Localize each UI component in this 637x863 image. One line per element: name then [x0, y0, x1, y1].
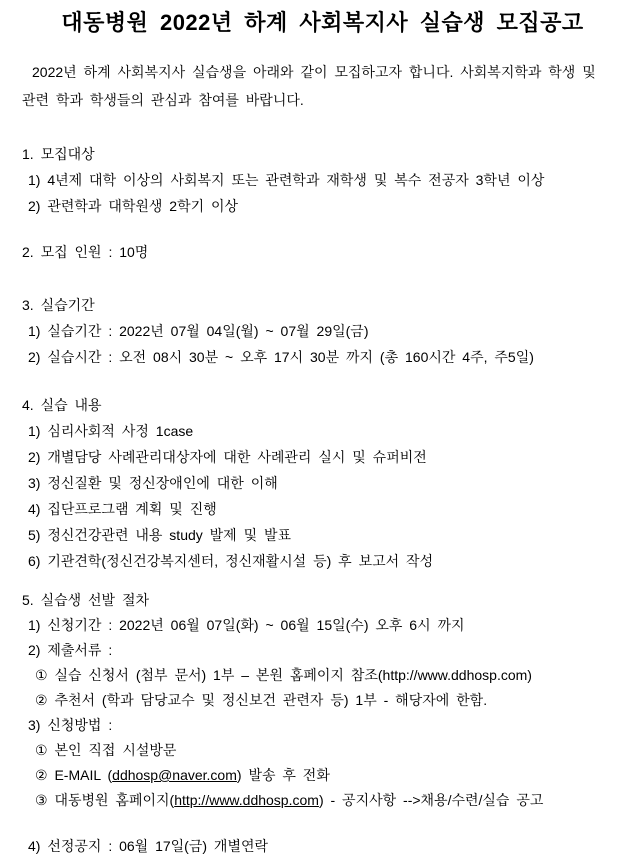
- section-practice-content: [22, 392, 623, 574]
- section-recruit-count: [22, 239, 623, 265]
- list-item-apply-period: 1) 신청기간 : 2022년 06월 07일(화) ~ 06월 15일(수) 오후 6시 까지: [28, 617, 465, 633]
- list-item: 2) 관련학과 대학원생 2학기 이상: [28, 198, 239, 214]
- list-item-document-2: ② 추천서 (학과 담당교수 및 정신보건 관련자 등) 1부 - 해당자에 한함.: [35, 692, 488, 708]
- homepage-link[interactable]: http://www.ddhosp.com: [174, 792, 319, 808]
- list-item: 1) 4년제 대학 이상의 사회복지 또는 관련학과 재학생 및 복수 전공자 3학년 이상: [28, 172, 545, 188]
- list-item: 6) 기관견학(정신건강복지센터, 정신재활시설 등) 후 보고서 작성: [28, 553, 434, 569]
- section-heading-recruit-target: 1. 모집대상: [22, 146, 95, 162]
- list-item: 2) 실습시간 : 오전 08시 30분 ~ 오후 17시 30분 까지 (총 160시간 4주, 주5일): [28, 349, 534, 365]
- section-heading-practice-period: 3. 실습기간: [22, 297, 95, 313]
- list-item: 5) 정신건강관련 내용 study 발제 및 발표: [28, 527, 292, 543]
- method-homepage-prefix: ③ 대동병원 홈페이지(: [35, 792, 175, 808]
- list-item: 1) 심리사회적 사정 1case: [28, 423, 194, 439]
- section-heading-recruit-count: 2. 모집 인원 : 10명: [22, 244, 149, 260]
- intro-line-2: 관련 학과 학생들의 관심과 참여를 바랍니다.: [22, 92, 304, 108]
- section-recruit-target: [22, 141, 623, 219]
- section-selection-process: [22, 588, 623, 859]
- section-heading-practice-content: 4. 실습 내용: [22, 397, 102, 413]
- method-email-suffix: ) 발송 후 전화: [236, 767, 330, 783]
- list-item-method-label: 3) 신청방법 :: [28, 717, 113, 733]
- page-title: 대동병원 2022년 하계 사회복지사 실습생 모집공고: [61, 10, 584, 35]
- section-practice-period: [22, 292, 623, 370]
- email-link[interactable]: ddhosp@naver.com: [112, 767, 237, 783]
- list-item-documents-label: 2) 제출서류 :: [28, 642, 113, 658]
- intro-line-1: 2022년 하계 사회복지사 실습생을 아래와 같이 모집하고자 합니다. 사회복지학과 학생 및: [32, 64, 596, 80]
- list-item-method-homepage: [22, 788, 623, 813]
- list-item-announcement: 4) 선정공지 : 06월 17일(금) 개별연락: [28, 838, 269, 854]
- list-item: 2) 개별담당 사례관리대상자에 대한 사례관리 실시 및 슈퍼비전: [28, 449, 427, 465]
- method-homepage-suffix: ) - 공지사항 -->채용/수련/실습 공고: [318, 792, 544, 808]
- method-email-prefix: ② E-MAIL (: [35, 767, 113, 783]
- list-item: 3) 정신질환 및 정신장애인에 대한 이해: [28, 475, 278, 491]
- list-item-document-1: ① 실습 신청서 (첨부 문서) 1부 – 본원 홈페이지 참조(http://www.ddhosp.com): [35, 667, 532, 683]
- section-heading-selection-process: 5. 실습생 선발 절차: [22, 592, 150, 608]
- list-item-method-visit: ① 본인 직접 시설방문: [35, 742, 177, 758]
- list-item: 4) 집단프로그램 계획 및 진행: [28, 501, 217, 517]
- list-item-method-email: [22, 763, 623, 788]
- intro-paragraph: [22, 58, 623, 114]
- list-item: 1) 실습기간 : 2022년 07월 04일(월) ~ 07월 29일(금): [28, 323, 369, 339]
